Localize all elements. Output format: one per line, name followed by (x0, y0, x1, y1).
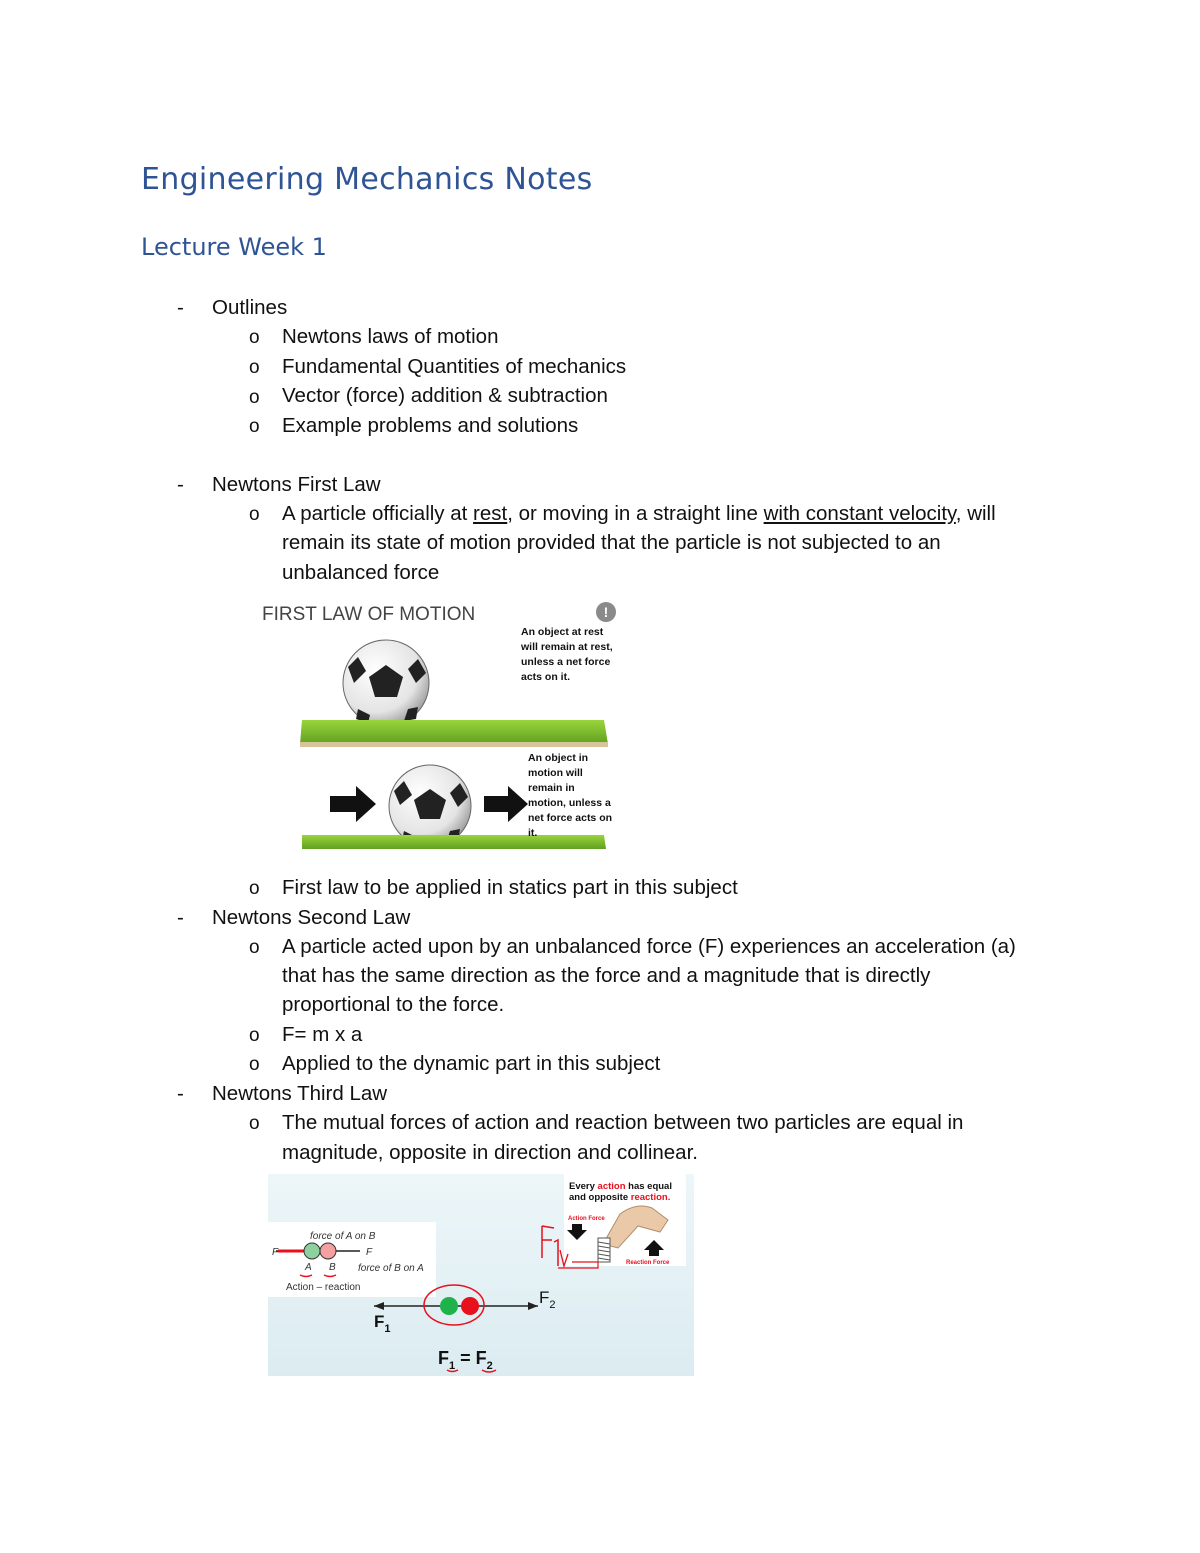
text-run: = (455, 1348, 476, 1368)
second-law-description: A particle acted upon by an unbalanced force (F) experiences an acceleration (a) (282, 935, 1016, 958)
text-run: F (438, 1348, 449, 1368)
list-dash: - (177, 473, 184, 496)
figure-text: An object in (528, 752, 589, 764)
soccer-ball-icon (343, 640, 429, 726)
document-title: Engineering Mechanics Notes (141, 162, 593, 197)
text-run: 1 (384, 1323, 391, 1335)
grass-ground (302, 835, 606, 849)
bullet-marker: o (249, 327, 260, 348)
figure-text: unless a net force (521, 656, 611, 668)
particle-red (461, 1297, 479, 1315)
figure-text: acts on it. (521, 671, 571, 683)
text-run: has equal (625, 1181, 672, 1192)
figure-text: it. (528, 827, 538, 839)
first-law-description-line3: unbalanced force (282, 561, 440, 584)
inset-F-right: F (366, 1247, 373, 1258)
inset-label: force of A on B (310, 1231, 376, 1242)
underlined-constant-velocity: with constant velocity (763, 502, 956, 525)
soccer-ball-icon (389, 765, 471, 847)
figure-text: will remain at rest, (521, 641, 613, 653)
list-item: Example problems and solutions (282, 414, 579, 437)
bullet-marker: o (249, 1054, 260, 1075)
particle-A (304, 1243, 320, 1259)
inset-F-left: F (272, 1247, 279, 1258)
particle-green (440, 1297, 458, 1315)
text-run: reaction. (630, 1192, 671, 1203)
text-run: , will (955, 502, 996, 525)
reaction-force-label: Reaction Force (626, 1260, 670, 1266)
figure-text: remain in (528, 782, 575, 794)
second-law-formula: F= m x a (282, 1023, 363, 1046)
inset-A: A (305, 1262, 312, 1273)
list-item: Vector (force) addition & subtraction (282, 384, 608, 407)
bullet-marker: o (249, 387, 260, 408)
text-run: , or moving in a straight line (507, 502, 764, 525)
text-run: F (475, 1348, 487, 1368)
text-run: action (597, 1181, 626, 1192)
inset-B: B (329, 1262, 336, 1273)
list-item: Newtons laws of motion (282, 325, 499, 348)
text-run: 2 (486, 1360, 493, 1372)
second-law-label: Newtons Second Law (212, 906, 411, 929)
third-law-figure (268, 1174, 694, 1376)
third-law-description-line2: magnitude, opposite in direction and collinear. (282, 1141, 698, 1164)
bullet-marker: o (249, 416, 260, 437)
bullet-marker: o (249, 357, 260, 378)
list-dash: - (177, 1082, 184, 1105)
list-dash: - (177, 296, 184, 319)
text-run: 1 (449, 1360, 456, 1372)
text-run: A particle officially at (282, 502, 474, 525)
action-force-label: Action Force (568, 1216, 605, 1222)
text-run: Every (569, 1181, 598, 1192)
list-dash: - (177, 906, 184, 929)
text-run: and opposite (569, 1192, 631, 1203)
underlined-rest: rest (473, 502, 508, 525)
text-run: 2 (549, 1299, 556, 1311)
text-run: F (539, 1288, 550, 1307)
particle-B (320, 1243, 336, 1259)
inset-label: force of B on A (358, 1263, 424, 1274)
ground-edge (300, 742, 608, 747)
figure-text: motion will (528, 767, 583, 779)
outlines-label: Outlines (212, 296, 288, 319)
bullet-marker: o (249, 504, 260, 525)
first-law-description (282, 499, 996, 529)
first-law-description-line2: remain its state of motion provided that the particle is not subjected to an (282, 531, 941, 554)
bullet-marker: o (249, 1025, 260, 1046)
info-icon-mark: ! (603, 604, 609, 620)
bullet-marker: o (249, 1113, 260, 1134)
text-run: F (374, 1312, 385, 1331)
first-law-figure (258, 597, 620, 855)
second-law-note: Applied to the dynamic part in this subject (282, 1052, 661, 1075)
bullet-marker: o (249, 878, 260, 899)
figure-text: motion, unless a (528, 797, 611, 809)
first-law-label: Newtons First Law (212, 473, 381, 496)
callout-line2 (569, 1192, 670, 1203)
second-law-description-line3: proportional to the force. (282, 993, 505, 1016)
figure-text: An object at rest (521, 626, 604, 638)
first-law-note: First law to be applied in statics part in this subject (282, 876, 738, 899)
third-law-description: The mutual forces of action and reaction between two particles are equal in (282, 1111, 964, 1134)
figure-heading: FIRST LAW OF MOTION (262, 604, 476, 625)
second-law-description-line2: that has the same direction as the force and a magnitude that is directly (282, 964, 931, 987)
callout-line1 (569, 1181, 672, 1192)
bullet-marker: o (249, 937, 260, 958)
figure-text: net force acts on (528, 812, 613, 824)
inset-caption: Action – reaction (286, 1282, 361, 1293)
lecture-heading: Lecture Week 1 (141, 233, 327, 261)
grass-ground (300, 720, 608, 744)
list-item: Fundamental Quantities of mechanics (282, 355, 627, 378)
third-law-label: Newtons Third Law (212, 1082, 388, 1105)
spring-icon (598, 1238, 610, 1262)
